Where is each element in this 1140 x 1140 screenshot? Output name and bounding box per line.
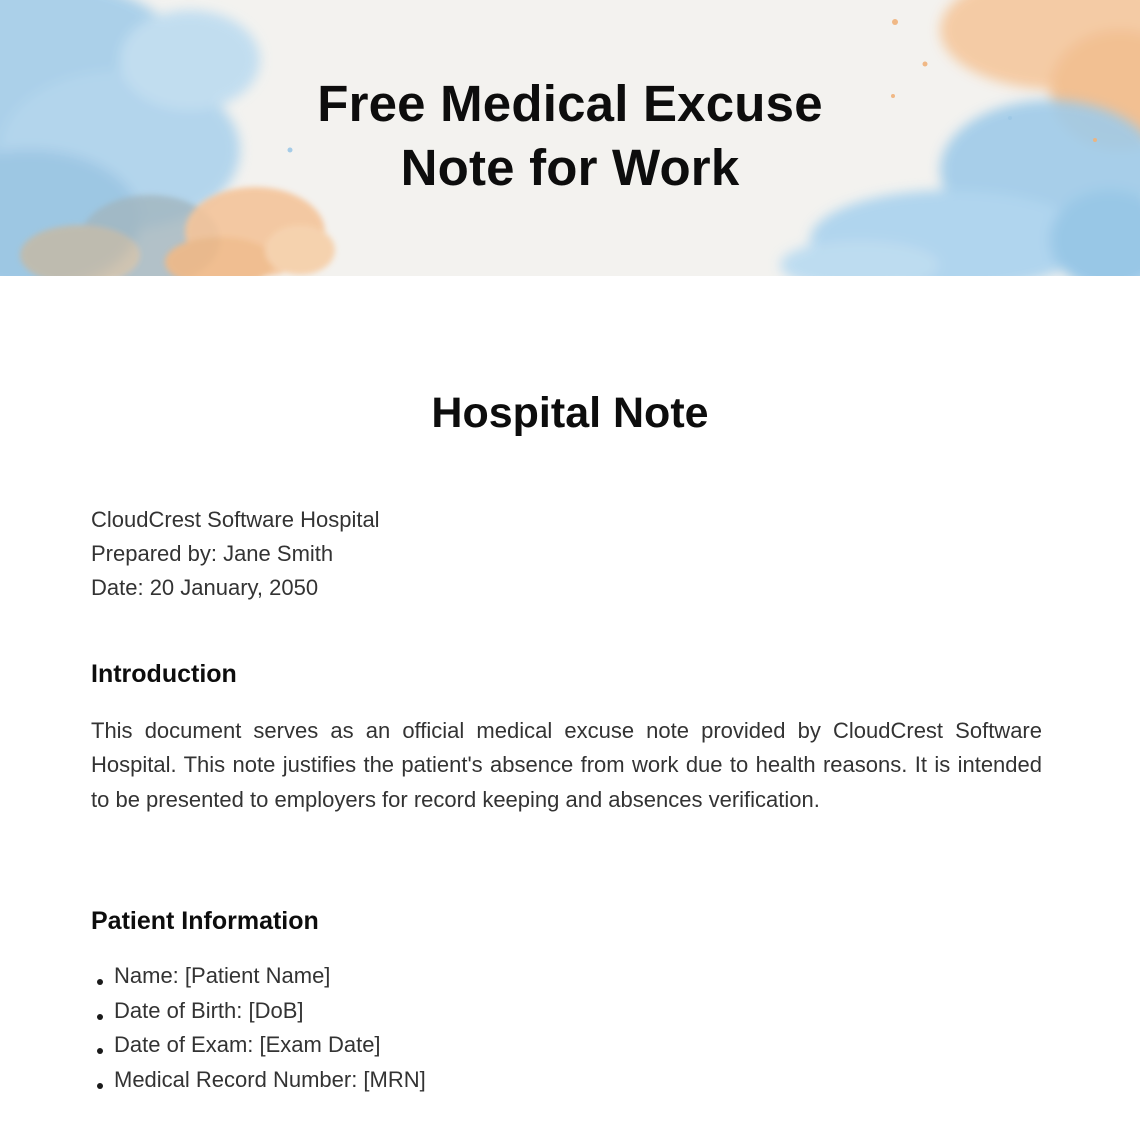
patient-dob-field: Date of Birth: [DoB] xyxy=(114,997,304,1023)
bullet-icon xyxy=(97,1083,103,1089)
document-date: Date: 20 January, 2050 xyxy=(91,575,319,600)
patient-information-title: Patient Information xyxy=(91,907,319,935)
list-item xyxy=(91,959,426,994)
exam-date-field: Date of Exam: [Exam Date] xyxy=(114,1032,381,1057)
list-item xyxy=(91,1028,426,1063)
bullet-icon xyxy=(97,1014,103,1020)
list-item xyxy=(91,994,426,1029)
banner-title-line-1: Free Medical Excuse xyxy=(317,75,823,132)
bullet-icon xyxy=(97,1048,103,1054)
hospital-name: CloudCrest Software Hospital xyxy=(91,507,380,532)
patient-information-list xyxy=(91,959,426,1097)
bullet-icon xyxy=(97,979,103,985)
introduction-title: Introduction xyxy=(91,660,237,688)
prepared-by: Prepared by: Jane Smith xyxy=(91,541,334,566)
banner-title-line-2: Note for Work xyxy=(400,139,740,196)
medical-record-number-field: Medical Record Number: [MRN] xyxy=(114,1066,426,1092)
introduction-body: This document serves as an official medical excuse note provided by CloudCrest Software Hospital. This note justifies the patient's absence from work due to health reasons. It is intended to be presented to employers for record keeping and absences verification. xyxy=(91,718,1042,812)
patient-name-field: Name: [Patient Name] xyxy=(114,963,331,988)
document-meta xyxy=(91,503,380,605)
banner-title xyxy=(0,72,1140,200)
list-item xyxy=(91,1063,426,1098)
document-heading: Hospital Note xyxy=(431,389,709,437)
header-banner xyxy=(0,0,1140,276)
